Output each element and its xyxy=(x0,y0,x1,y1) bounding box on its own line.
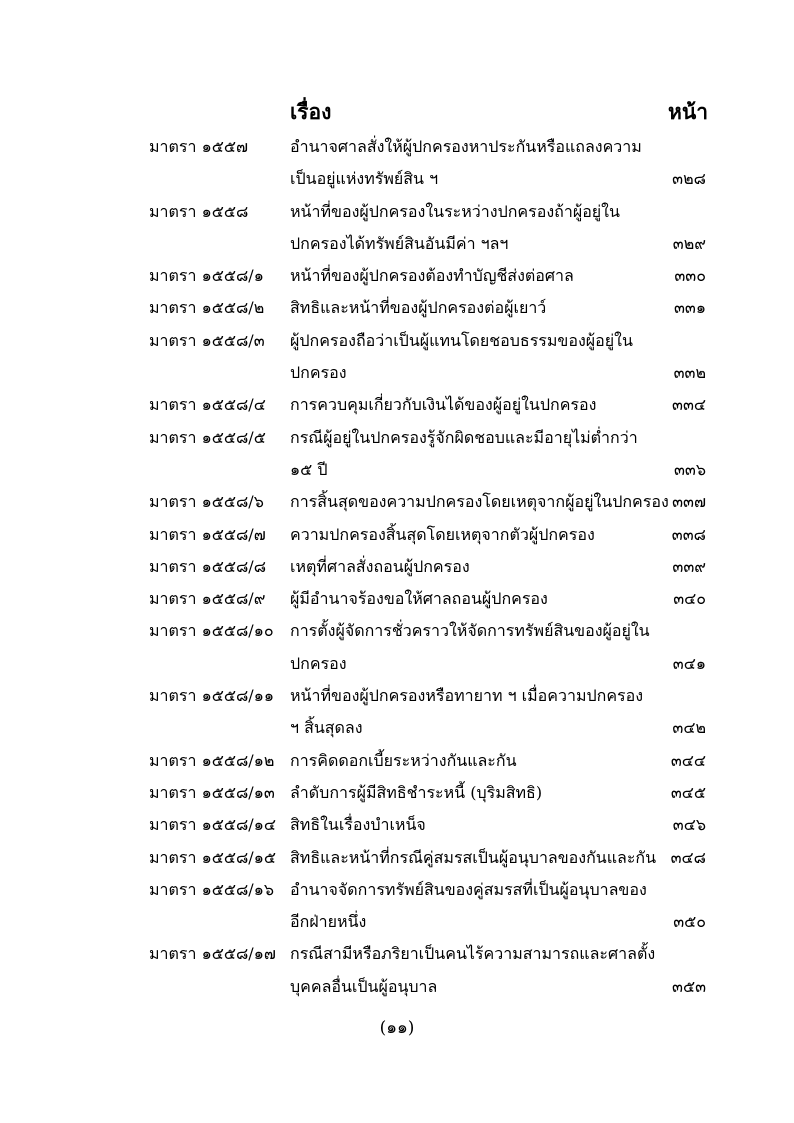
entry-page-number: ๓๕๓ xyxy=(672,976,706,996)
section-number: มาตรา ๑๕๕๘/๘ xyxy=(149,556,267,576)
toc-entry-line xyxy=(0,357,794,389)
toc-entry xyxy=(0,809,794,841)
entry-description: เป็นอยู่แห่งทรัพย์สิน ฯ xyxy=(290,169,439,189)
entry-description: อำนาจจัดการทรัพย์สินของคู่สมรสที่เป็นผู้อนุบาลของ xyxy=(290,879,647,899)
page-column-heading: หน้า xyxy=(668,99,708,124)
toc-entry xyxy=(0,583,794,615)
entry-description: หน้าที่ของผู้ปกครองในระหว่างปกครองถ้าผู้อยู่ใน xyxy=(290,201,620,221)
toc-entry xyxy=(0,680,794,745)
entry-description: ฯ สิ้นสุดลง xyxy=(290,718,363,738)
entry-page-number: ๓๓๗ xyxy=(672,492,706,512)
toc-entry-line xyxy=(0,615,794,647)
section-number: มาตรา ๑๕๕๘/๙ xyxy=(149,589,266,609)
entry-page-number: ๓๒๘ xyxy=(672,169,706,189)
toc-entry-line xyxy=(0,971,794,1003)
entry-description: ความปกครองสิ้นสุดโดยเหตุจากตัวผู้ปกครอง xyxy=(290,524,595,544)
section-number: มาตรา ๑๕๕๘/๑๒ xyxy=(149,750,275,770)
section-number: มาตรา ๑๕๕๘/๖ xyxy=(149,492,264,512)
toc-entry-line xyxy=(0,809,794,841)
toc-entries xyxy=(0,131,794,1003)
toc-entry xyxy=(0,745,794,777)
entry-description: ปกครอง xyxy=(290,363,347,383)
entry-description: ผู้ปกครองถือว่าเป็นผู้แทนโดยชอบธรรมของผู้อยู่ใน xyxy=(290,330,633,350)
toc-entry xyxy=(0,874,794,939)
toc-entry-line xyxy=(0,389,794,421)
toc-entry xyxy=(0,389,794,421)
entry-page-number: ๓๓๙ xyxy=(672,556,706,576)
toc-entry-line xyxy=(0,292,794,324)
entry-page-number: ๓๓๔ xyxy=(672,395,706,415)
toc-entry xyxy=(0,551,794,583)
entry-page-number: ๓๕๐ xyxy=(673,912,706,932)
toc-entry-line xyxy=(0,745,794,777)
toc-entry-line xyxy=(0,874,794,906)
toc-entry xyxy=(0,615,794,680)
section-number: มาตรา ๑๕๕๘ xyxy=(149,201,249,221)
toc-entry xyxy=(0,260,794,292)
toc-entry-line xyxy=(0,325,794,357)
entry-page-number: ๓๓๐ xyxy=(674,266,706,286)
entry-page-number: ๓๔๕ xyxy=(670,782,706,802)
entry-page-number: ๓๒๙ xyxy=(672,233,706,253)
page-number: (๑๑) xyxy=(379,1018,415,1038)
entry-description: การตั้งผู้จัดการชั่วคราวให้จัดการทรัพย์สินของผู้อยู่ใน xyxy=(290,621,650,641)
toc-entry-line xyxy=(0,680,794,712)
entry-description: บุคคลอื่นเป็นผู้อนุบาล xyxy=(290,976,438,996)
toc-entry-line xyxy=(0,422,794,454)
entry-description: กรณีผู้อยู่ในปกครองรู้จักผิดชอบและมีอายุไม่ต่ำกว่า xyxy=(290,427,638,447)
entry-page-number: ๓๔๒ xyxy=(672,718,706,738)
toc-entry xyxy=(0,292,794,324)
section-number: มาตรา ๑๕๕๘/๑๓ xyxy=(149,782,275,802)
entry-description: เหตุที่ศาลสั่งถอนผู้ปกครอง xyxy=(290,556,470,576)
entry-description: ปกครอง xyxy=(290,653,347,673)
section-number: มาตรา ๑๕๕๘/๗ xyxy=(149,524,266,544)
entry-description: ผู้มีอำนาจร้องขอให้ศาลถอนผู้ปกครอง xyxy=(290,589,548,609)
entry-page-number: ๓๓๘ xyxy=(671,524,706,544)
toc-entry xyxy=(0,325,794,390)
section-number: มาตรา ๑๕๕๘/๑๔ xyxy=(149,815,276,835)
section-number: มาตรา ๑๕๕๘/๔ xyxy=(149,395,266,415)
section-number: มาตรา ๑๕๕๘/๑ xyxy=(149,266,264,286)
toc-entry-line xyxy=(0,519,794,551)
toc-entry-line xyxy=(0,842,794,874)
entry-description: ปกครองได้ทรัพย์สินอันมีค่า ฯลฯ xyxy=(290,233,509,253)
entry-page-number: ๓๓๑ xyxy=(673,298,706,318)
toc-entry xyxy=(0,422,794,487)
toc-entry-line xyxy=(0,196,794,228)
toc-entry-line xyxy=(0,131,794,163)
entry-description: ลำดับการผู้มีสิทธิชำระหนี้ (บุริมสิทธิ) xyxy=(290,782,543,802)
toc-entry xyxy=(0,842,794,874)
entry-page-number: ๓๔๘ xyxy=(670,847,706,867)
toc-entry xyxy=(0,486,794,518)
section-number: มาตรา ๑๕๕๘/๑๖ xyxy=(149,879,275,899)
entry-description: อำนาจศาลสั่งให้ผู้ปกครองหาประกันหรือแถลงความ xyxy=(290,137,642,156)
entry-page-number: ๓๔๐ xyxy=(673,589,706,609)
entry-page-number: ๓๔๖ xyxy=(672,815,706,835)
section-number: มาตรา ๑๕๕๗ xyxy=(149,137,248,156)
toc-entry-line xyxy=(0,163,794,195)
toc-entry-line xyxy=(0,648,794,680)
entry-description: กรณีสามีหรือภริยาเป็นคนไร้ความสามารถและศาลตั้ง xyxy=(290,944,656,964)
toc-entry-line xyxy=(0,583,794,615)
toc-entry xyxy=(0,777,794,809)
entry-description: ๑๕ ปี xyxy=(290,459,328,479)
entry-description: สิทธิและหน้าที่ของผู้ปกครองต่อผู้เยาว์ xyxy=(290,298,547,318)
toc-entry-line xyxy=(0,486,794,518)
toc-entry xyxy=(0,519,794,551)
section-number: มาตรา ๑๕๕๘/๑๕ xyxy=(149,847,276,867)
toc-entry-line xyxy=(0,712,794,744)
entry-page-number: ๓๔๔ xyxy=(670,750,706,770)
toc-entry-line xyxy=(0,228,794,260)
entry-page-number: ๓๔๑ xyxy=(672,653,706,673)
entry-description: หน้าที่ของผู้ปกครองหรือทายาท ฯ เมื่อความปกครอง xyxy=(290,686,644,706)
toc-entry-line xyxy=(0,260,794,292)
entry-description: หน้าที่ของผู้ปกครองต้องทำบัญชีส่งต่อศาล xyxy=(290,266,574,286)
entry-description: การสิ้นสุดของความปกครองโดยเหตุจากผู้อยู่ในปกครอง xyxy=(290,492,669,512)
section-number: มาตรา ๑๕๕๘/๑๐ xyxy=(149,621,274,641)
entry-description: สิทธิและหน้าที่กรณีคู่สมรสเป็นผู้อนุบาลของกันและกัน xyxy=(290,847,657,867)
toc-entry-line xyxy=(0,777,794,809)
section-number: มาตรา ๑๕๕๘/๕ xyxy=(149,427,266,447)
toc-header xyxy=(0,96,794,126)
toc-entry xyxy=(0,196,794,261)
section-number: มาตรา ๑๕๕๘/๑๑ xyxy=(149,686,275,706)
subject-column-heading: เรื่อง xyxy=(290,99,332,124)
toc-entry-line xyxy=(0,551,794,583)
toc-entry-line xyxy=(0,454,794,486)
entry-page-number: ๓๓๒ xyxy=(673,363,706,383)
toc-entry-line xyxy=(0,906,794,938)
section-number: มาตรา ๑๕๕๘/๒ xyxy=(149,298,265,318)
entry-description: การควบคุมเกี่ยวกับเงินได้ของผู้อยู่ในปกครอง xyxy=(290,395,597,415)
entry-description: การคิดดอกเบี้ยระหว่างกันและกัน xyxy=(290,750,517,770)
toc-entry xyxy=(0,938,794,1003)
toc-entry xyxy=(0,131,794,196)
entry-page-number: ๓๓๖ xyxy=(673,459,706,479)
section-number: มาตรา ๑๕๕๘/๑๗ xyxy=(149,944,276,964)
toc-entry-line xyxy=(0,938,794,970)
entry-description: สิทธิในเรื่องบำเหน็จ xyxy=(290,815,426,835)
section-number: มาตรา ๑๕๕๘/๓ xyxy=(149,330,265,350)
entry-description: อีกฝ่ายหนึ่ง xyxy=(290,912,367,932)
